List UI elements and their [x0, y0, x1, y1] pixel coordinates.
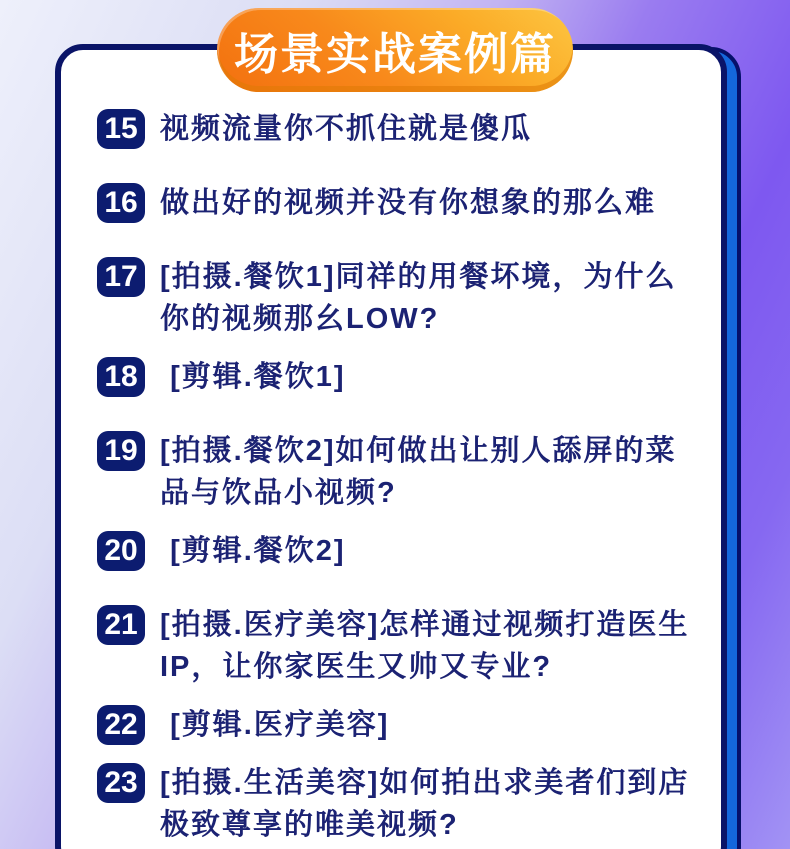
- list-item: [97, 604, 715, 688]
- item-number-badge: 21: [97, 605, 145, 645]
- item-text: [160, 762, 689, 846]
- item-text-line: 视频流量你不抓住就是傻瓜: [160, 113, 533, 145]
- chapter-list: [97, 108, 715, 846]
- item-number-badge: 19: [97, 431, 145, 471]
- item-text-line: [拍摄.生活美容]如何拍出求美者们到店: [160, 767, 690, 799]
- item-number-badge: 15: [97, 109, 145, 149]
- item-text-line: [拍摄.餐饮2]如何做出让别人舔屏的菜: [160, 435, 677, 467]
- item-text-line: 你的视频那幺LOW?: [160, 303, 440, 335]
- list-item: [97, 430, 715, 514]
- item-text: [160, 108, 532, 150]
- item-text-line: [拍摄.餐饮1]同祥的用餐坏境，为什么: [160, 261, 677, 293]
- item-text-line: 极致尊享的唯美视频?: [160, 809, 459, 841]
- list-item: [97, 530, 715, 572]
- list-item: [97, 256, 715, 340]
- item-text: [160, 430, 677, 514]
- item-text: [160, 256, 677, 340]
- item-text-line: 品与饮品小视频?: [160, 477, 397, 509]
- item-text-line: [拍摄.医疗美容]怎样通过视频打造医生: [160, 609, 690, 641]
- item-text-line: [剪辑.餐饮2]: [160, 535, 346, 567]
- content-card: [55, 44, 727, 849]
- item-number-badge: 23: [97, 763, 145, 803]
- item-number-badge: 16: [97, 183, 145, 223]
- item-number-badge: 18: [97, 357, 145, 397]
- item-text: [160, 356, 346, 398]
- section-title-badge: [217, 8, 573, 92]
- list-item: [97, 704, 715, 746]
- item-text: [160, 182, 656, 224]
- list-item: [97, 762, 715, 846]
- item-number-badge: 20: [97, 531, 145, 571]
- item-text-line: [剪辑.餐饮1]: [160, 361, 346, 393]
- list-item: [97, 108, 715, 150]
- list-item: [97, 356, 715, 398]
- item-number-badge: 17: [97, 257, 145, 297]
- item-text: [160, 704, 389, 746]
- section-title: 场景实战案例篇: [234, 30, 556, 79]
- item-text: [160, 604, 689, 688]
- item-text: [160, 530, 346, 572]
- item-number-badge: 22: [97, 705, 145, 745]
- item-text-line: [剪辑.医疗美容]: [160, 709, 390, 741]
- item-text-line: IP，让你家医生又帅又专业?: [160, 651, 553, 683]
- list-item: [97, 182, 715, 224]
- item-text-line: 做出好的视频并没有你想象的那么难: [160, 187, 657, 219]
